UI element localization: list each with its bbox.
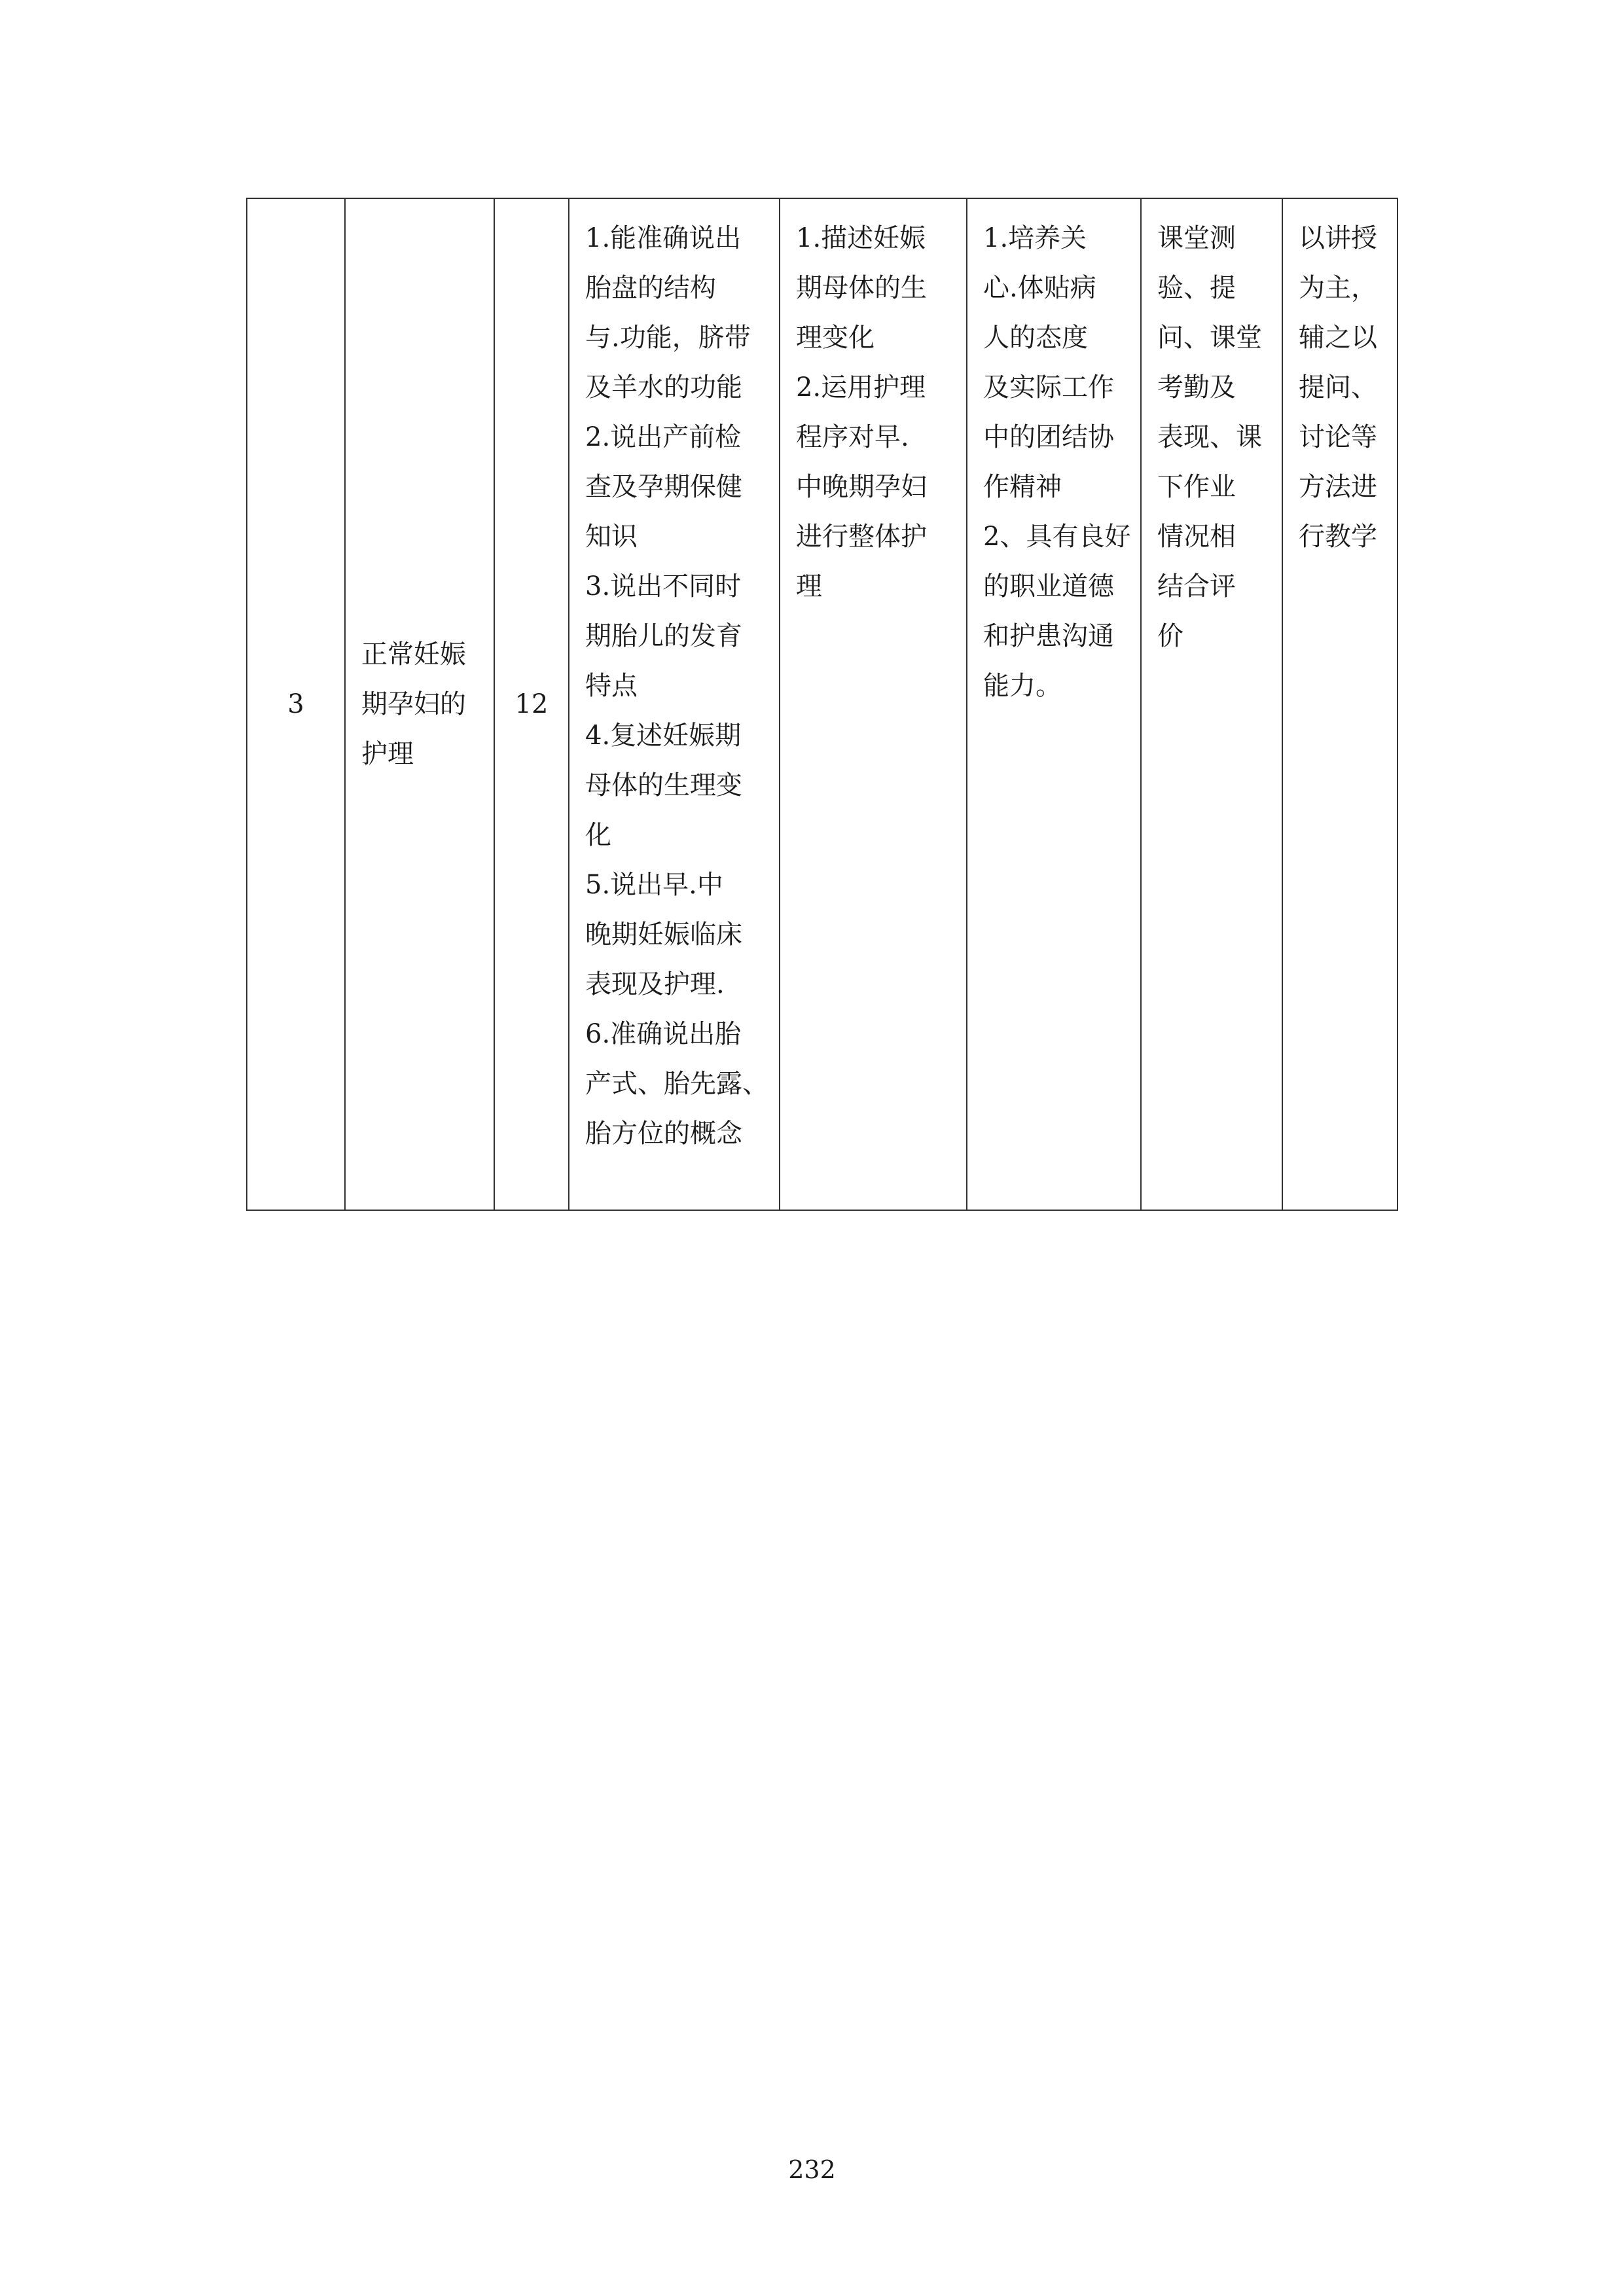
- skill-goal-line: 1.描述妊娠: [796, 223, 926, 253]
- quality-goal-line: 2、具有良好: [983, 522, 1131, 552]
- teaching-method-line: 讨论等: [1299, 422, 1377, 452]
- quality-goal-line: 的职业道德: [983, 571, 1114, 601]
- knowledge-goals-cell: [569, 198, 780, 1210]
- assessment-line: 验、提: [1157, 273, 1236, 303]
- page-number: 232: [788, 2155, 836, 2184]
- assessment-line: 课堂测: [1157, 223, 1236, 253]
- unit-number: 3: [287, 689, 304, 719]
- knowledge-goal-line: 晚期妊娠临床: [585, 920, 742, 950]
- hours-value: 12: [514, 689, 549, 719]
- teaching-method-line: 提问、: [1299, 372, 1377, 403]
- knowledge-goal-line: 表现及护理.: [585, 969, 725, 999]
- knowledge-goal-line: 4.复述妊娠期: [585, 721, 742, 751]
- knowledge-goal-line: 特点: [585, 671, 638, 701]
- assessment-line: 表现、课: [1157, 422, 1262, 452]
- hours-cell: [494, 198, 569, 1210]
- knowledge-goal-line: 6.准确说出胎: [585, 1019, 742, 1049]
- assessment-line: 情况相: [1157, 522, 1236, 552]
- knowledge-goal-line: 与.功能，脐带: [585, 323, 751, 353]
- knowledge-goal-line: 产式、胎先露、: [585, 1069, 768, 1099]
- teaching-method-line: 辅之以: [1299, 323, 1377, 353]
- knowledge-goal-line: 胎盘的结构: [585, 273, 716, 303]
- skill-goals-cell: [780, 198, 967, 1210]
- knowledge-goal-line: 及羊水的功能: [585, 372, 742, 403]
- knowledge-goal-line: 期胎儿的发育: [585, 621, 742, 651]
- knowledge-goal-line: 化: [585, 820, 611, 850]
- unit-title-line: 护理: [361, 739, 414, 769]
- knowledge-goal-line: 1.能准确说出: [585, 223, 742, 253]
- teaching-method-line: 为主，: [1299, 273, 1377, 303]
- knowledge-goal-line: 2.说出产前检: [585, 422, 742, 452]
- assessment-line: 结合评: [1157, 571, 1236, 601]
- knowledge-goal-line: 知识: [585, 522, 638, 552]
- assessment-line: 考勤及: [1157, 372, 1236, 403]
- quality-goal-line: 人的态度: [983, 323, 1088, 353]
- table-row: [247, 198, 1398, 1210]
- knowledge-goal-line: 胎方位的概念: [585, 1119, 742, 1149]
- knowledge-goal-line: 5.说出早.中: [585, 870, 723, 900]
- unit-title-cell: [345, 198, 494, 1210]
- skill-goal-line: 程序对早.: [796, 422, 909, 452]
- assessment-cell: [1141, 198, 1282, 1210]
- teaching-method-line: 以讲授: [1299, 223, 1377, 253]
- assessment-line: 价: [1157, 621, 1183, 651]
- skill-goal-line: 理变化: [796, 323, 875, 353]
- skill-goal-line: 中晚期孕妇: [796, 472, 927, 502]
- teaching-method-line: 行教学: [1299, 522, 1377, 552]
- unit-number-cell: [247, 198, 345, 1210]
- quality-goal-line: 中的团结协: [983, 422, 1114, 452]
- unit-title-line: 正常妊娠: [361, 639, 466, 670]
- unit-title-line: 期孕妇的: [361, 689, 466, 719]
- skill-goal-line: 进行整体护: [796, 522, 927, 552]
- skill-goal-line: 期母体的生: [796, 273, 927, 303]
- assessment-line: 问、课堂: [1157, 323, 1262, 353]
- knowledge-goal-line: 查及孕期保健: [585, 472, 742, 502]
- syllabus-table: [246, 198, 1398, 1211]
- teaching-method-cell: [1282, 198, 1398, 1210]
- quality-goal-line: 作精神: [983, 472, 1062, 502]
- knowledge-goal-line: 母体的生理变: [585, 770, 742, 800]
- quality-goal-line: 1.培养关: [983, 223, 1087, 253]
- assessment-line: 下作业: [1157, 472, 1236, 502]
- teaching-method-line: 方法进: [1299, 472, 1377, 502]
- quality-goal-line: 能力。: [983, 671, 1062, 701]
- quality-goal-line: 及实际工作: [983, 372, 1114, 403]
- knowledge-goal-line: 3.说出不同时: [585, 571, 742, 601]
- quality-goals-cell: [967, 198, 1141, 1210]
- quality-goal-line: 心.体贴病: [983, 273, 1096, 303]
- quality-goal-line: 和护患沟通: [983, 621, 1114, 651]
- skill-goal-line: 2.运用护理: [796, 372, 926, 403]
- skill-goal-line: 理: [796, 571, 822, 601]
